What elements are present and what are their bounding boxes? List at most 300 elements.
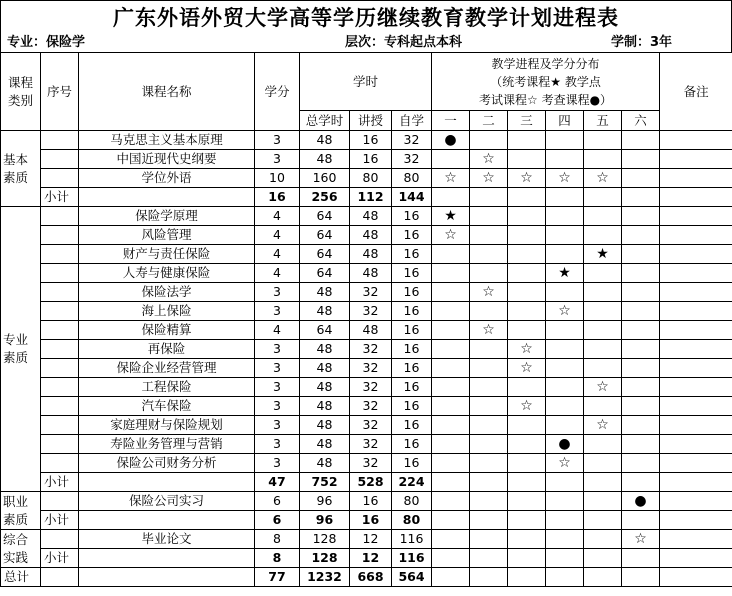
- semester-mark: [546, 131, 584, 150]
- credit-cell: 3: [255, 131, 300, 150]
- progress-legend-1: （统考课程★ 教学点: [490, 74, 601, 89]
- lecture-cell: 16: [350, 150, 392, 169]
- total-hours-cell: 64: [300, 226, 350, 245]
- credit-cell: 3: [255, 397, 300, 416]
- semester-mark: [584, 359, 622, 378]
- header-total-hours: 总学时: [300, 111, 350, 131]
- lecture-cell: 32: [350, 454, 392, 473]
- remark-cell: [660, 169, 732, 188]
- table-row: [1, 530, 732, 549]
- semester-mark: ●: [622, 492, 660, 511]
- lecture-cell: 32: [350, 416, 392, 435]
- total-credit: 77: [255, 568, 300, 587]
- lecture-cell: 32: [350, 302, 392, 321]
- semester-mark: ●: [432, 131, 470, 150]
- semester-mark: [432, 397, 470, 416]
- semester-mark: [432, 188, 470, 207]
- seq-cell: [41, 397, 79, 416]
- self-study-cell: 16: [392, 283, 432, 302]
- subtotal-label: 小计: [41, 188, 79, 207]
- semester-mark: [584, 264, 622, 283]
- semester-mark: ☆: [432, 226, 470, 245]
- subtotal-credit: 16: [255, 188, 300, 207]
- course-name: 马克思主义基本原理: [79, 131, 255, 150]
- lecture-cell: 32: [350, 378, 392, 397]
- semester-mark: [432, 568, 470, 587]
- semester-mark: [470, 397, 508, 416]
- category-major: 专业素质: [1, 207, 41, 492]
- semester-mark: ☆: [508, 359, 546, 378]
- semester-mark: [584, 207, 622, 226]
- semester-mark: ☆: [508, 340, 546, 359]
- table-row: [1, 492, 732, 511]
- semester-mark: [508, 473, 546, 492]
- table-row: [1, 321, 732, 340]
- remark-cell: [660, 131, 732, 150]
- self-study-cell: 16: [392, 264, 432, 283]
- semester-mark: [508, 568, 546, 587]
- category-basic: 基本素质: [1, 131, 41, 207]
- seq-cell: [41, 530, 79, 549]
- course-name: 人寿与健康保险: [79, 264, 255, 283]
- credit-cell: 4: [255, 207, 300, 226]
- semester-mark: [508, 511, 546, 530]
- semester-mark: ☆: [470, 283, 508, 302]
- course-name: 保险学原理: [79, 207, 255, 226]
- total-hours-cell: 128: [300, 530, 350, 549]
- subtotal-self-study: 80: [392, 511, 432, 530]
- semester-mark: [470, 226, 508, 245]
- lecture-cell: 32: [350, 283, 392, 302]
- semester-mark: [470, 530, 508, 549]
- header-semester: 一: [432, 111, 470, 131]
- semester-mark: [546, 492, 584, 511]
- header-self-study: 自学: [392, 111, 432, 131]
- semester-mark: [584, 302, 622, 321]
- semester-mark: [546, 283, 584, 302]
- subtotal-label: 小计: [41, 473, 79, 492]
- semester-mark: [508, 549, 546, 568]
- semester-mark: [546, 207, 584, 226]
- semester-mark: [584, 473, 622, 492]
- semester-mark: [432, 302, 470, 321]
- subtotal-label: 小计: [41, 511, 79, 530]
- semester-mark: ●: [546, 435, 584, 454]
- subtotal-total-hours: 256: [300, 188, 350, 207]
- major-label: 专业：保险学: [7, 35, 86, 50]
- lecture-cell: 16: [350, 131, 392, 150]
- self-study-cell: 116: [392, 530, 432, 549]
- semester-mark: [470, 378, 508, 397]
- semester-mark: [546, 245, 584, 264]
- subtotal-row: [1, 188, 732, 207]
- semester-mark: [470, 454, 508, 473]
- remark-cell: [660, 207, 732, 226]
- seq-cell: [41, 264, 79, 283]
- seq-cell: [41, 378, 79, 397]
- semester-mark: [546, 150, 584, 169]
- semester-mark: ☆: [470, 150, 508, 169]
- semester-mark: [508, 226, 546, 245]
- course-name: 再保险: [79, 340, 255, 359]
- self-study-cell: 16: [392, 435, 432, 454]
- total-self-study: 564: [392, 568, 432, 587]
- semester-mark: ☆: [546, 454, 584, 473]
- total-hours-cell: 64: [300, 264, 350, 283]
- semester-mark: [622, 321, 660, 340]
- remark-cell: [660, 473, 732, 492]
- credit-cell: 3: [255, 302, 300, 321]
- grand-total-row: [1, 568, 732, 587]
- semester-mark: [584, 549, 622, 568]
- remark-cell: [660, 226, 732, 245]
- subtotal-row: [1, 473, 732, 492]
- table-row: [1, 397, 732, 416]
- semester-mark: [584, 568, 622, 587]
- semester-mark: [584, 530, 622, 549]
- subtotal-lecture: 16: [350, 511, 392, 530]
- seq-cell: [41, 245, 79, 264]
- remark-cell: [660, 264, 732, 283]
- semester-mark: ☆: [546, 169, 584, 188]
- credit-cell: 3: [255, 340, 300, 359]
- self-study-cell: 16: [392, 359, 432, 378]
- subtotal-total-hours: 128: [300, 549, 350, 568]
- table-row: [1, 378, 732, 397]
- total-hours-cell: 48: [300, 131, 350, 150]
- semester-mark: [622, 359, 660, 378]
- credit-cell: 3: [255, 359, 300, 378]
- total-hours-cell: 64: [300, 245, 350, 264]
- semester-mark: [432, 321, 470, 340]
- self-study-cell: 16: [392, 416, 432, 435]
- semester-mark: [470, 492, 508, 511]
- self-study-cell: 80: [392, 492, 432, 511]
- subtotal-row: [1, 549, 732, 568]
- semester-mark: [432, 283, 470, 302]
- lecture-cell: 16: [350, 492, 392, 511]
- header-lecture: 讲授: [350, 111, 392, 131]
- course-name: 汽车保险: [79, 397, 255, 416]
- course-name: 保险公司实习: [79, 492, 255, 511]
- seq-cell: [41, 492, 79, 511]
- remark-cell: [660, 340, 732, 359]
- credit-cell: 3: [255, 454, 300, 473]
- semester-mark: [622, 473, 660, 492]
- total-hours-cell: 48: [300, 150, 350, 169]
- semester-mark: [432, 492, 470, 511]
- remark-cell: [660, 492, 732, 511]
- subtotal-label: 小计: [41, 549, 79, 568]
- remark-cell: [660, 511, 732, 530]
- semester-mark: [432, 150, 470, 169]
- subtotal-total-hours: 96: [300, 511, 350, 530]
- header-hours: 学时: [300, 53, 432, 111]
- semester-mark: [470, 568, 508, 587]
- semester-mark: [470, 511, 508, 530]
- self-study-cell: 32: [392, 150, 432, 169]
- remark-cell: [660, 302, 732, 321]
- subtotal-name-cell: [79, 549, 255, 568]
- lecture-cell: 32: [350, 340, 392, 359]
- self-study-cell: 16: [392, 397, 432, 416]
- semester-mark: [546, 511, 584, 530]
- semester-mark: [546, 397, 584, 416]
- semester-mark: [546, 359, 584, 378]
- grand-total-label: 总计: [1, 568, 41, 587]
- credit-cell: 10: [255, 169, 300, 188]
- semester-mark: [584, 492, 622, 511]
- remark-cell: [660, 150, 732, 169]
- remark-cell: [660, 188, 732, 207]
- semester-mark: ☆: [584, 169, 622, 188]
- info-bar: [0, 34, 732, 52]
- remark-cell: [660, 359, 732, 378]
- semester-mark: ☆: [508, 397, 546, 416]
- credit-cell: 4: [255, 264, 300, 283]
- total-hours-cell: 96: [300, 492, 350, 511]
- lecture-cell: 80: [350, 169, 392, 188]
- subtotal-self-study: 116: [392, 549, 432, 568]
- total-lecture: 668: [350, 568, 392, 587]
- semester-mark: ★: [432, 207, 470, 226]
- table-row: [1, 359, 732, 378]
- self-study-cell: 16: [392, 245, 432, 264]
- subtotal-self-study: 224: [392, 473, 432, 492]
- semester-mark: [432, 511, 470, 530]
- subtotal-total-hours: 752: [300, 473, 350, 492]
- semester-mark: [508, 416, 546, 435]
- course-name: 家庭理财与保险规划: [79, 416, 255, 435]
- semester-mark: [470, 340, 508, 359]
- seq-cell: [41, 340, 79, 359]
- seq-cell: [41, 150, 79, 169]
- course-name: 中国近现代史纲要: [79, 150, 255, 169]
- semester-mark: [432, 378, 470, 397]
- course-name: 海上保险: [79, 302, 255, 321]
- semester-mark: ★: [546, 264, 584, 283]
- semester-mark: [470, 435, 508, 454]
- semester-mark: [546, 378, 584, 397]
- course-name: 保险法学: [79, 283, 255, 302]
- table-row: [1, 416, 732, 435]
- total-hours-cell: 64: [300, 321, 350, 340]
- lecture-cell: 48: [350, 207, 392, 226]
- subtotal-credit: 47: [255, 473, 300, 492]
- progress-title: 教学进程及学分分布: [491, 56, 600, 71]
- header-semester: 四: [546, 111, 584, 131]
- semester-mark: ☆: [546, 302, 584, 321]
- remark-cell: [660, 397, 732, 416]
- semester-mark: [470, 188, 508, 207]
- seq-cell: [41, 207, 79, 226]
- seq-cell: [41, 454, 79, 473]
- semester-mark: [622, 511, 660, 530]
- credit-cell: 4: [255, 321, 300, 340]
- table-row: [1, 245, 732, 264]
- seq-cell: [41, 169, 79, 188]
- total-hours: 1232: [300, 568, 350, 587]
- seq-cell: [41, 321, 79, 340]
- remark-cell: [660, 416, 732, 435]
- semester-mark: [508, 207, 546, 226]
- semester-mark: [508, 321, 546, 340]
- header-remark: 备注: [660, 53, 732, 131]
- semester-mark: [470, 416, 508, 435]
- semester-mark: [622, 416, 660, 435]
- subtotal-name-cell: [79, 188, 255, 207]
- lecture-cell: 32: [350, 359, 392, 378]
- category-vocational: 职业素质: [1, 492, 41, 530]
- remark-cell: [660, 378, 732, 397]
- semester-mark: [432, 435, 470, 454]
- semester-mark: [622, 340, 660, 359]
- semester-mark: [546, 473, 584, 492]
- semester-mark: [508, 530, 546, 549]
- semester-mark: [508, 492, 546, 511]
- remark-cell: [660, 435, 732, 454]
- total-hours-cell: 48: [300, 283, 350, 302]
- header-semester: 五: [584, 111, 622, 131]
- semester-mark: [584, 283, 622, 302]
- semester-mark: [508, 245, 546, 264]
- header-category: 课程类别: [1, 53, 41, 131]
- lecture-cell: 48: [350, 245, 392, 264]
- semester-mark: ☆: [470, 169, 508, 188]
- course-name: 保险企业经营管理: [79, 359, 255, 378]
- self-study-cell: 16: [392, 340, 432, 359]
- header-semester: 二: [470, 111, 508, 131]
- remark-cell: [660, 549, 732, 568]
- semester-mark: [622, 283, 660, 302]
- semester-mark: [546, 188, 584, 207]
- seq-cell: [41, 435, 79, 454]
- course-name: 保险精算: [79, 321, 255, 340]
- semester-mark: [584, 454, 622, 473]
- semester-mark: [622, 302, 660, 321]
- lecture-cell: 32: [350, 435, 392, 454]
- table-row: [1, 340, 732, 359]
- semester-mark: [432, 359, 470, 378]
- subtotal-lecture: 12: [350, 549, 392, 568]
- seq-cell: [41, 359, 79, 378]
- table-row: [1, 169, 732, 188]
- remark-cell: [660, 283, 732, 302]
- table-row: [1, 283, 732, 302]
- semester-mark: [432, 416, 470, 435]
- semester-mark: [470, 245, 508, 264]
- semester-mark: ☆: [584, 416, 622, 435]
- semester-mark: [622, 207, 660, 226]
- table-row: [1, 131, 732, 150]
- semester-mark: [584, 131, 622, 150]
- semester-mark: [546, 226, 584, 245]
- credit-cell: 3: [255, 435, 300, 454]
- semester-mark: ☆: [584, 378, 622, 397]
- course-name: 保险公司财务分析: [79, 454, 255, 473]
- semester-mark: [470, 359, 508, 378]
- semester-mark: [622, 397, 660, 416]
- semester-mark: ☆: [622, 530, 660, 549]
- table-row: [1, 454, 732, 473]
- semester-mark: [622, 245, 660, 264]
- semester-mark: [470, 264, 508, 283]
- lecture-cell: 12: [350, 530, 392, 549]
- remark-cell: [660, 530, 732, 549]
- semester-mark: ☆: [508, 169, 546, 188]
- semester-mark: [508, 150, 546, 169]
- semester-mark: [622, 454, 660, 473]
- semester-mark: [622, 378, 660, 397]
- seq-cell: [41, 302, 79, 321]
- progress-legend-2: 考试课程☆ 考查课程●）: [479, 92, 613, 107]
- table-row: [1, 435, 732, 454]
- semester-mark: [546, 416, 584, 435]
- semester-mark: [432, 549, 470, 568]
- semester-mark: [508, 131, 546, 150]
- semester-mark: [508, 188, 546, 207]
- header-seq: 序号: [41, 53, 79, 131]
- semester-mark: [432, 264, 470, 283]
- credit-cell: 4: [255, 245, 300, 264]
- level-label: 层次：专科起点本科: [345, 35, 463, 50]
- self-study-cell: 16: [392, 454, 432, 473]
- credit-cell: 6: [255, 492, 300, 511]
- total-hours-cell: 48: [300, 340, 350, 359]
- semester-mark: [470, 302, 508, 321]
- lecture-cell: 48: [350, 264, 392, 283]
- semester-mark: [470, 473, 508, 492]
- lecture-cell: 48: [350, 226, 392, 245]
- remark-cell: [660, 568, 732, 587]
- semester-mark: [546, 549, 584, 568]
- course-name: 学位外语: [79, 169, 255, 188]
- course-name: [79, 568, 255, 587]
- course-name: 毕业论文: [79, 530, 255, 549]
- semester-mark: [432, 340, 470, 359]
- credit-cell: 4: [255, 226, 300, 245]
- semester-mark: [546, 530, 584, 549]
- table-row: [1, 226, 732, 245]
- total-hours-cell: 48: [300, 454, 350, 473]
- semester-mark: [508, 283, 546, 302]
- semester-mark: [508, 302, 546, 321]
- seq-cell: [41, 131, 79, 150]
- seq-cell: [41, 568, 79, 587]
- self-study-cell: 80: [392, 169, 432, 188]
- subtotal-self-study: 144: [392, 188, 432, 207]
- self-study-cell: 32: [392, 131, 432, 150]
- semester-mark: [584, 397, 622, 416]
- remark-cell: [660, 321, 732, 340]
- semester-mark: ☆: [470, 321, 508, 340]
- semester-mark: [432, 245, 470, 264]
- semester-mark: [622, 131, 660, 150]
- header-semester: 六: [622, 111, 660, 131]
- subtotal-credit: 8: [255, 549, 300, 568]
- credit-cell: 3: [255, 416, 300, 435]
- semester-mark: [470, 207, 508, 226]
- semester-mark: [432, 473, 470, 492]
- subtotal-name-cell: [79, 473, 255, 492]
- lecture-cell: 48: [350, 321, 392, 340]
- curriculum-table: [0, 52, 732, 587]
- semester-mark: [584, 321, 622, 340]
- semester-mark: [508, 454, 546, 473]
- semester-mark: [432, 530, 470, 549]
- semester-mark: [622, 150, 660, 169]
- total-hours-cell: 64: [300, 207, 350, 226]
